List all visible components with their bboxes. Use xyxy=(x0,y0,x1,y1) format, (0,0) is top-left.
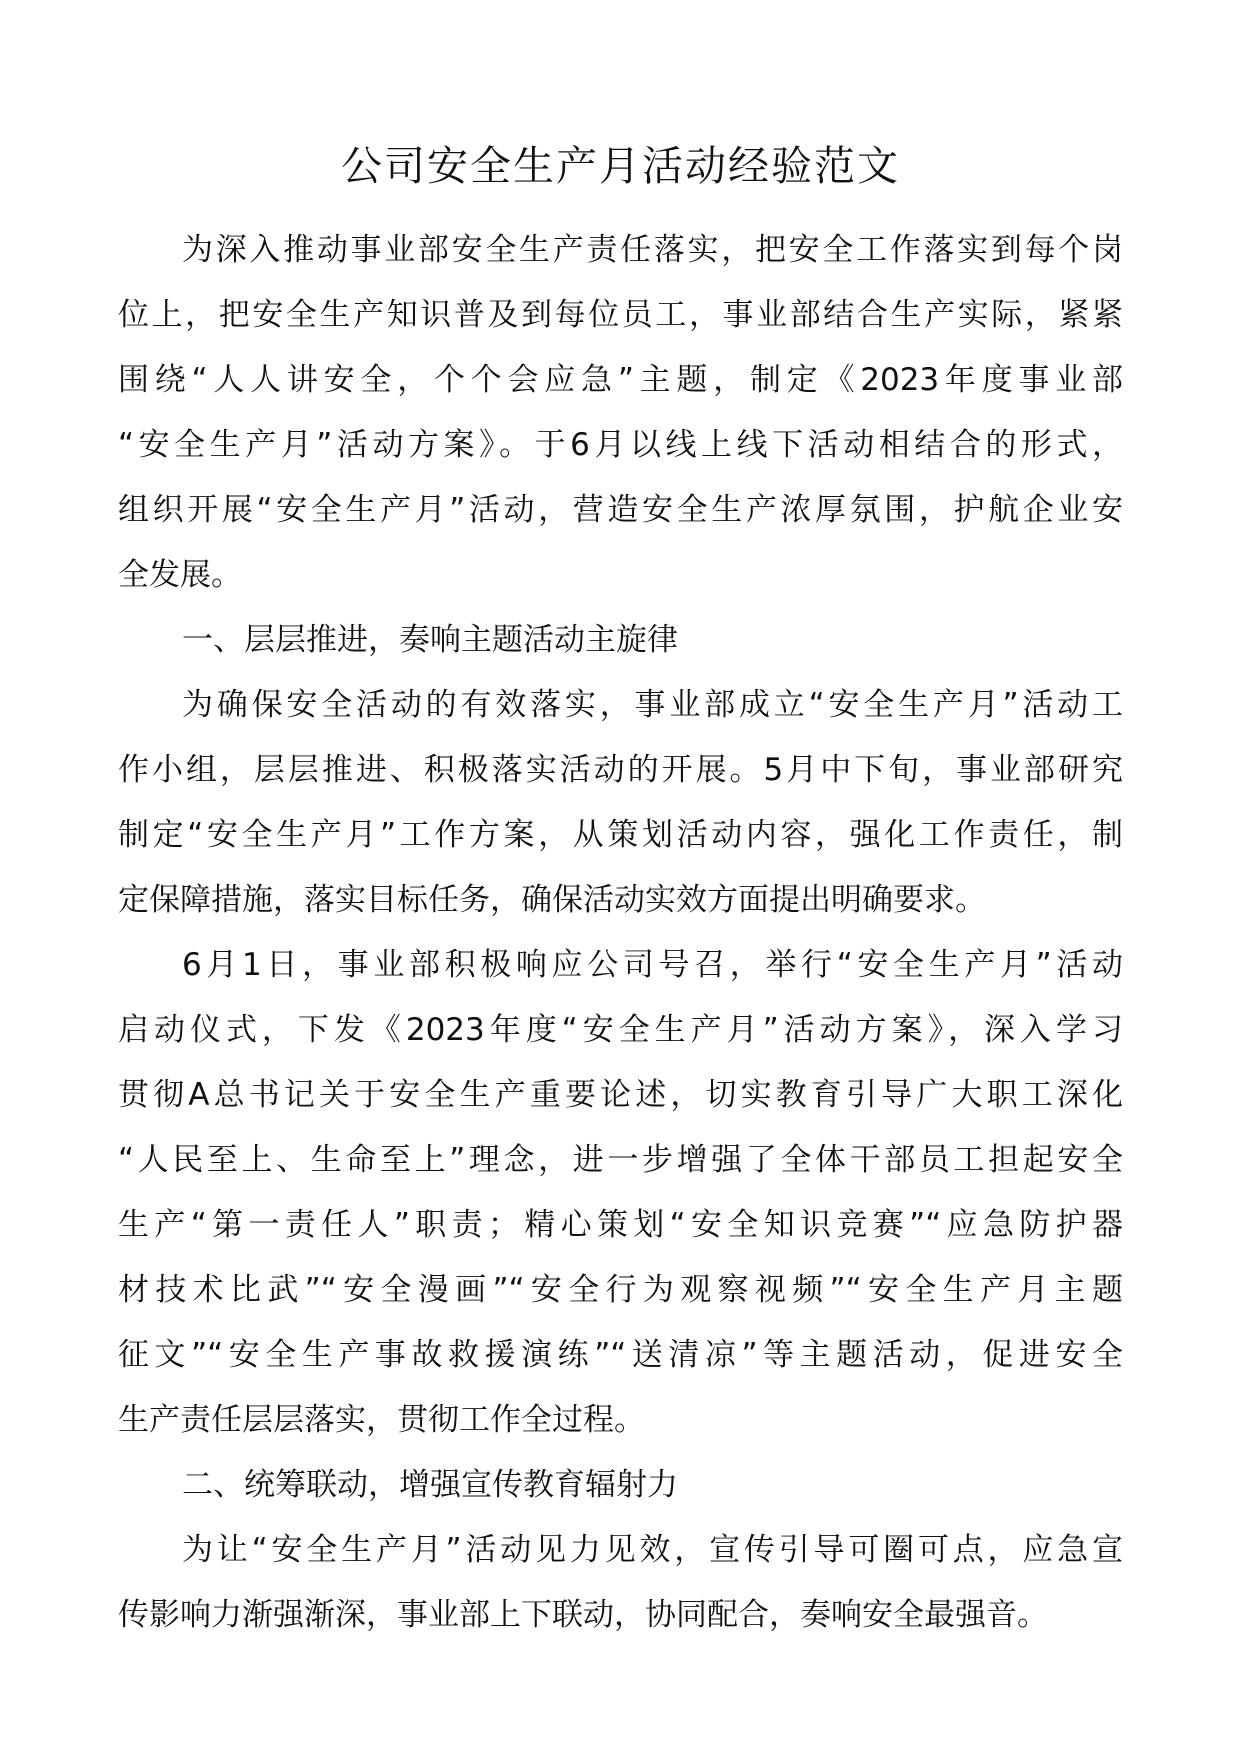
document-title: 公司安全生产月活动经验范文 xyxy=(341,142,900,190)
paragraph-line: 位上，把安全生产知识普及到每位员工，事业部结合生产实际，紧紧 xyxy=(118,297,1123,333)
paragraph-line: 作小组，层层推进、积极落实活动的开展。5月中下旬，事业部研究 xyxy=(118,752,1123,788)
document-body xyxy=(118,218,1123,1648)
paragraph xyxy=(118,218,1123,608)
paragraph-line: 征文”“安全生产事故救援演练”“送清凉”等主题活动，促进安全 xyxy=(118,1337,1123,1373)
paragraph xyxy=(118,1518,1123,1648)
paragraph-line: 传影响力渐强渐深，事业部上下联动，协同配合，奏响安全最强音。 xyxy=(118,1597,1048,1633)
paragraph xyxy=(118,673,1123,933)
paragraph-line: 生产责任层层落实，贯彻工作全过程。 xyxy=(118,1402,645,1438)
paragraph-line: 为确保安全活动的有效落实，事业部成立“安全生产月”活动工 xyxy=(182,687,1123,723)
intro-section xyxy=(118,218,1123,608)
paragraph-line: 贯彻A总书记关于安全生产重要论述，切实教育引导广大职工深化 xyxy=(118,1077,1123,1113)
paragraph-line: 材技术比武”“安全漫画”“安全行为观察视频”“安全生产月主题 xyxy=(118,1272,1123,1308)
section-1-body xyxy=(118,673,1123,1453)
paragraph-line: “安全生产月”活动方案》。于6月以线上线下活动相结合的形式， xyxy=(118,427,1123,463)
paragraph-line: “人民至上、生命至上”理念，进一步增强了全体干部员工担起安全 xyxy=(118,1142,1123,1178)
paragraph-line: 制定“安全生产月”工作方案，从策划活动内容，强化工作责任，制 xyxy=(118,817,1123,853)
paragraph xyxy=(118,933,1123,1453)
section-2-body xyxy=(118,1518,1123,1648)
paragraph-line: 6月1日，事业部积极响应公司号召，举行“安全生产月”活动 xyxy=(182,947,1123,983)
paragraph-line: 围绕“人人讲安全，个个会应急”主题，制定《2023年度事业部 xyxy=(118,362,1123,398)
paragraph-line: 为深入推动事业部安全生产责任落实，把安全工作落实到每个岗 xyxy=(182,232,1123,268)
section-heading-2: 二、统筹联动，增强宣传教育辐射力 xyxy=(182,1467,678,1503)
section-heading-1: 一、层层推进，奏响主题活动主旋律 xyxy=(182,622,678,658)
paragraph-line: 组织开展“安全生产月”活动，营造安全生产浓厚氛围，护航企业安 xyxy=(118,492,1123,528)
paragraph-line: 生产“第一责任人”职责；精心策划“安全知识竞赛”“应急防护器 xyxy=(118,1207,1123,1243)
paragraph-line: 定保障措施，落实目标任务，确保活动实效方面提出明确要求。 xyxy=(118,882,986,918)
paragraph-line: 启动仪式，下发《2023年度“安全生产月”活动方案》，深入学习 xyxy=(118,1012,1123,1048)
document-page xyxy=(118,0,1123,1754)
paragraph-line: 为让“安全生产月”活动见力见效，宣传引导可圈可点，应急宣 xyxy=(182,1532,1123,1568)
paragraph-line: 全发展。 xyxy=(118,557,242,593)
